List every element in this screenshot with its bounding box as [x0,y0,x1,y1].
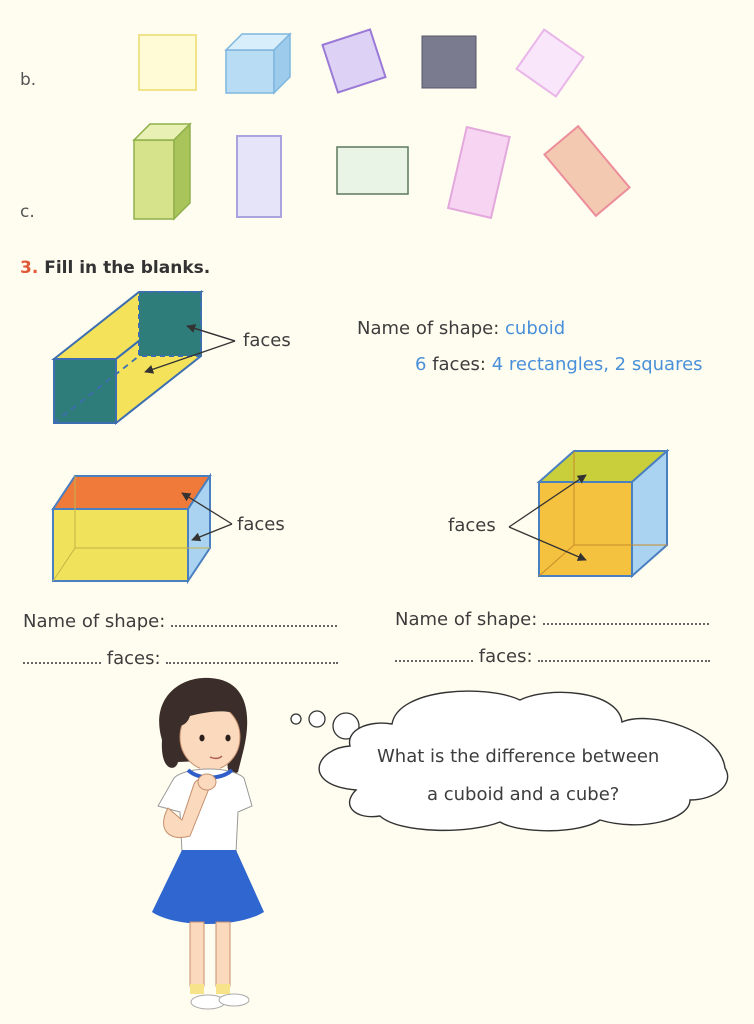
cuboid-green [134,124,190,219]
shape1-faces-prefix: faces: [432,354,486,375]
cuboid-orange-top [53,476,232,581]
square-gray [422,36,476,88]
faces-label-3: faces [448,515,496,536]
row-c-shapes [134,124,630,219]
rectangle-pink [448,127,510,218]
shape1-face-count: 6 [415,354,427,375]
square-pink [517,30,584,97]
faces-label-2: faces [237,514,285,535]
shape2-count-blank[interactable] [23,648,101,664]
square-yellow [139,35,196,90]
square-purple [322,29,385,92]
shape3-name-prefix: Name of shape: [395,609,538,630]
shape1-name-answer: cuboid [505,318,566,339]
rectangle-green [337,147,408,194]
shape1-faces-answer: 4 rectangles, 2 squares [491,354,703,375]
shape3-faces-line [395,646,710,667]
row-label-b: b. [20,70,37,90]
shape2-faces-line [23,648,338,669]
cube-blue [226,34,290,93]
rectangle-peach [544,126,629,216]
cube-orange [509,451,667,576]
thought-line-2: a cuboid and a cube? [427,784,620,805]
shape2-name-line [23,611,337,632]
exercise-title [20,258,210,278]
exercise-instruction: Fill in the blanks. [44,258,211,278]
shape3-count-blank[interactable] [395,646,473,662]
shape3-faces-blank[interactable] [538,646,710,662]
shape1-name-line [357,318,565,339]
shape2-name-blank[interactable] [171,611,337,627]
exercise-number: 3. [20,258,39,278]
shape1-name-prefix: Name of shape: [357,318,500,339]
faces-label-1: faces [243,330,291,351]
rectangle-lavender [237,136,281,217]
girl-illustration [152,678,264,1009]
row-label-c: c. [20,202,35,222]
cuboid-prism [54,292,235,423]
shape2-faces-blank[interactable] [166,648,338,664]
shape3-name-blank[interactable] [543,609,709,625]
shape2-name-prefix: Name of shape: [23,611,166,632]
shape2-faces-prefix: faces: [106,648,161,669]
shape3-name-line [395,609,709,630]
thought-line-1: What is the difference between [377,746,660,767]
shape1-faces-line [415,354,703,375]
row-b-shapes [139,29,583,96]
shape3-faces-prefix: faces: [478,646,533,667]
